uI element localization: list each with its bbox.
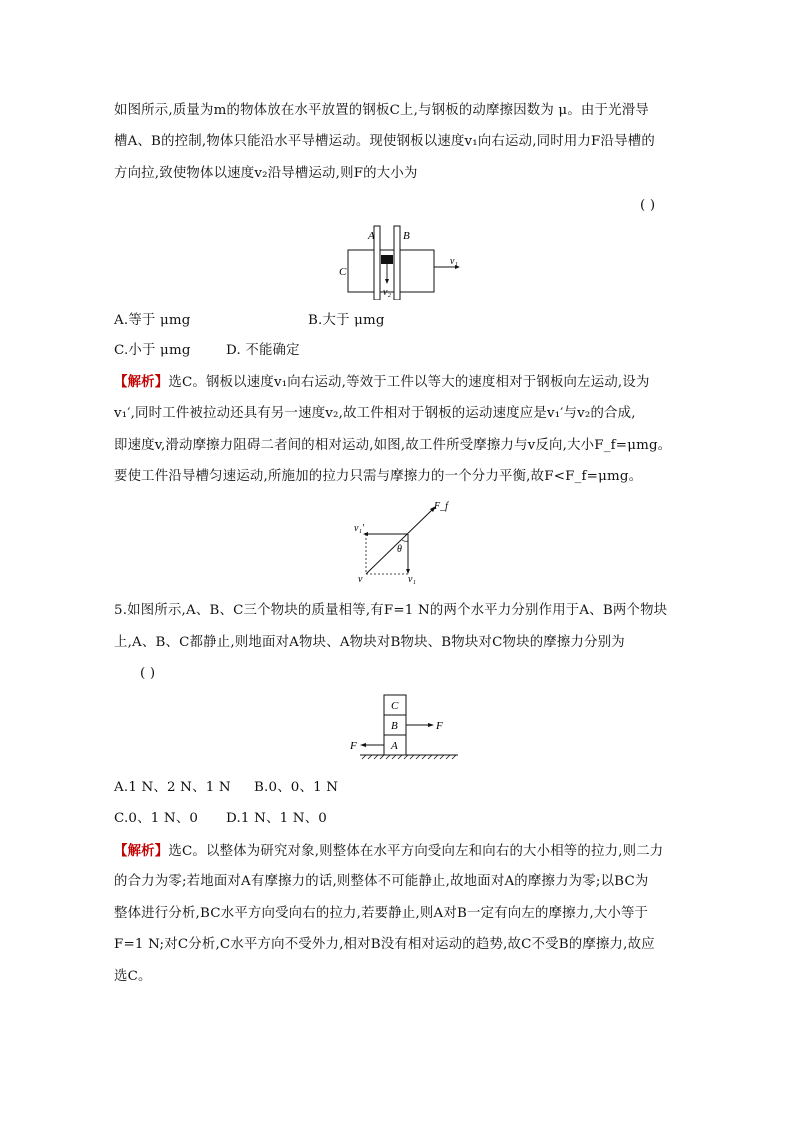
fig3-label-b: B xyxy=(391,720,398,732)
fig2-label-v: v xyxy=(358,574,363,585)
fig1-label-a: A xyxy=(368,230,375,242)
q5-option-b: B.0、0、1 N xyxy=(254,780,339,795)
q5-stem-line-2: 上,A、B、C都静止,则地面对A物块、A物块对B物块、B物块对C物块的摩擦力分别为 xyxy=(114,635,625,650)
q5-analysis-line-1 xyxy=(114,841,663,862)
fig2-label-v1: v₁ xyxy=(408,574,416,585)
q4-velocity-figure xyxy=(350,500,450,586)
fig1-label-v1: v₁ xyxy=(450,256,458,267)
fig2-label-v1-prime: v₁′ xyxy=(354,523,365,534)
q4-analysis-text-1: 选C。钢板以速度v₁向右运动,等效于工件以等大的速度相对于钢板向左运动,设为 xyxy=(168,375,650,390)
fig1-label-b: B xyxy=(403,230,410,242)
q4-stem-line-1: 如图所示,质量为m的物体放在水平放置的钢板C上,与钢板的动摩擦因数为 μ。由于光滑导 xyxy=(114,103,649,118)
q5-analysis-text-1: 选C。以整体为研究对象,则整体在水平方向受向左和向右的大小相等的拉力,则二力 xyxy=(168,844,664,859)
fig2-label-theta: θ xyxy=(397,544,402,555)
fig3-label-f-left: F xyxy=(350,740,357,752)
fig1-label-c: C xyxy=(339,266,347,278)
q4-analysis-line-3: 即速度v,滑动摩擦力阻碍二者间的相对运动,如图,故工件所受摩擦力与v反向,大小F_f=μmg。 xyxy=(114,438,672,453)
q4-option-c: C.小于 μmg xyxy=(114,343,191,358)
fig2-label-ff: F_f xyxy=(434,501,448,512)
q5-option-a: A.1 N、2 N、1 N xyxy=(114,780,231,795)
q4-analysis-line-2: v₁′,同时工件被拉动还具有另一速度v₂,故工件相对于钢板的运动速度应是v₁′与v₂的合成, xyxy=(114,406,636,421)
q4-analysis-tag: 【解析】 xyxy=(114,374,169,390)
fig1-label-v2: v₂ xyxy=(383,287,391,298)
q4-groove-figure xyxy=(336,222,470,300)
fig3-label-c: C xyxy=(391,700,399,712)
q4-analysis-line-4: 要使工件沿导槽匀速运动,所施加的拉力只需与摩擦力的一个分力平衡,故F<F_f=μmg。 xyxy=(114,469,643,484)
q5-answer-bracket: ( ) xyxy=(140,666,156,681)
fig3-label-a: A xyxy=(391,740,398,752)
q4-stem-line-3: 方向拉,致使物体以速度v₂沿导槽运动,则F的大小为 xyxy=(114,166,418,181)
q5-option-c: C.0、1 N、0 xyxy=(114,811,199,826)
q5-analysis-line-4: F=1 N;对C分析,C水平方向不受外力,相对B没有相对运动的趋势,故C不受B的摩擦力,故应 xyxy=(114,937,655,952)
q5-analysis-tag: 【解析】 xyxy=(114,843,169,859)
q5-analysis-line-2: 的合力为零;若地面对A有摩擦力的话,则整体不可能静止,故地面对A的摩擦力为零;以BC为 xyxy=(114,874,649,889)
q5-option-d: D.1 N、1 N、0 xyxy=(226,811,328,826)
q4-option-a: A.等于 μmg xyxy=(114,313,191,328)
fig3-label-f-right: F xyxy=(436,720,443,732)
q4-stem-line-2: 槽A、B的控制,物体只能沿水平导槽运动。现使钢板以速度v₁向右运动,同时用力F沿导槽的 xyxy=(114,134,655,149)
q5-analysis-line-5: 选C。 xyxy=(114,969,152,984)
q5-analysis-line-3: 整体进行分析,BC水平方向受向右的拉力,若要静止,则A对B一定有向左的摩擦力,大小等于 xyxy=(114,906,649,921)
q5-stem-line-1: 5.如图所示,A、B、C三个物块的质量相等,有F=1 N的两个水平力分别作用于A、B两个物块 xyxy=(114,603,668,618)
q5-blocks-figure xyxy=(346,692,470,760)
q4-option-d: D. 不能确定 xyxy=(226,343,300,358)
q4-analysis-line-1 xyxy=(114,372,650,393)
q4-option-b: B.大于 μmg xyxy=(308,313,385,328)
q4-answer-bracket: ( ) xyxy=(640,198,656,213)
